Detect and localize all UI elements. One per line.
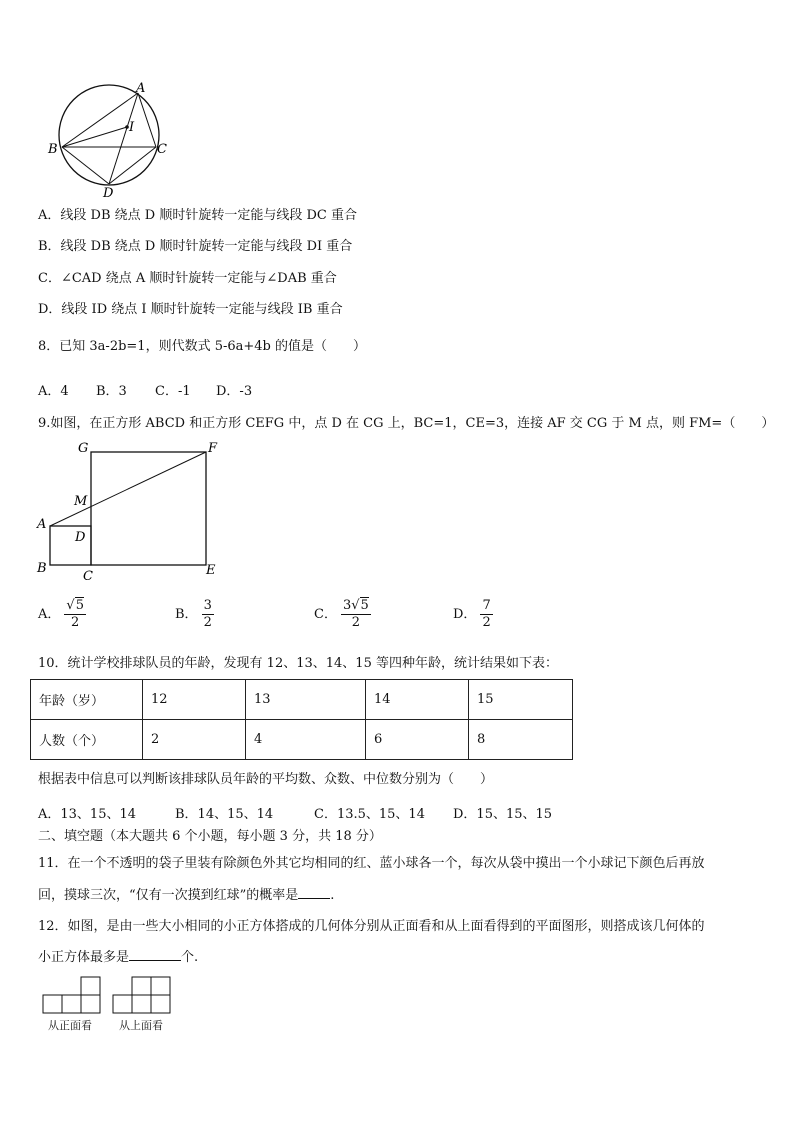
label-G: G xyxy=(78,441,89,456)
q10-option-b: B．14、15、14 xyxy=(175,807,274,822)
q10-question: 根据表中信息可以判断该排球队员年龄的平均数、众数、中位数分别为（ ） xyxy=(38,772,494,787)
table-cell: 年龄（岁） xyxy=(31,680,143,720)
q8-option-d: D．-3 xyxy=(216,384,253,399)
q9-stem: 9.如图，在正方形 ABCD 和正方形 CEFG 中，点 D 在 CG 上，BC=1，CE=3，连接 AF 交 CG 于 M 点，则 FM=（ ） xyxy=(38,416,775,431)
label-F: F xyxy=(208,441,218,456)
q12-line2: 小正方体最多是 个. xyxy=(38,950,199,965)
q11-line1: 11．在一个不透明的袋子里装有除颜色外其它均相同的红、蓝小球各一个，每次从袋中摸出一个小球记下颜色后再放 xyxy=(38,856,705,871)
q10-option-a: A．13、15、14 xyxy=(38,807,137,822)
table-row xyxy=(31,680,573,720)
front-view-caption: 从正面看 xyxy=(48,1019,92,1032)
label-B: B xyxy=(37,561,47,576)
label-A: A xyxy=(136,81,146,96)
table-row xyxy=(31,720,573,760)
q10-option-c: C．13.5、15、14 xyxy=(314,807,425,822)
label-E: E xyxy=(206,563,216,578)
q11-line2: 回，摸球三次，“仅有一次摸到红球”的概率是 . xyxy=(38,888,335,903)
squares-figure xyxy=(34,438,224,583)
table-cell: 12 xyxy=(143,680,246,720)
q8-option-c: C．-1 xyxy=(155,384,191,399)
label-B: B xyxy=(48,142,58,157)
table-cell: 人数（个） xyxy=(31,720,143,760)
q8-option-b: B．3 xyxy=(96,384,127,399)
table-cell: 15 xyxy=(469,680,573,720)
label-I: I xyxy=(129,120,135,135)
q7-option-a: A．线段 DB 绕点 D 顺时针旋转一定能与线段 DC 重合 xyxy=(38,208,357,223)
table-cell: 14 xyxy=(366,680,469,720)
answer-blank xyxy=(129,948,181,961)
table-cell: 6 xyxy=(366,720,469,760)
q9-option-a: A． $\frac{√5}{2}$ xyxy=(38,598,84,630)
label-C: C xyxy=(157,142,167,157)
q9-option-d: D． $\frac{7}{2}$ xyxy=(453,598,491,630)
q9-option-c: C． $\frac{3√5}{2}$ xyxy=(314,598,369,630)
q9-option-b: B． $\frac{3}{2}$ xyxy=(175,598,212,630)
q8-option-a: A．4 xyxy=(38,384,69,399)
table-cell: 13 xyxy=(246,680,366,720)
top-view-caption: 从上面看 xyxy=(119,1019,163,1032)
answer-blank xyxy=(298,886,330,899)
q10-stem: 10．统计学校排球队员的年龄，发现有 12、13、14、15 等四种年龄，统计结果如下表： xyxy=(38,656,558,671)
q7-option-d: D．线段 ID 绕点 I 顺时针旋转一定能与线段 IB 重合 xyxy=(38,302,343,317)
table-cell: 8 xyxy=(469,720,573,760)
table-cell: 4 xyxy=(246,720,366,760)
q10-option-d: D．15、15、15 xyxy=(453,807,553,822)
q12-line1: 12．如图，是由一些大小相同的小正方体搭成的几何体分别从正面看和从上面看得到的平面图形，则搭成该几何体的 xyxy=(38,919,705,934)
q8-stem: 8．已知 3a-2b=1，则代数式 5-6a+4b 的值是（ ） xyxy=(38,339,367,354)
table-cell: 2 xyxy=(143,720,246,760)
section-heading: 二、填空题（本大题共 6 个小题，每小题 3 分，共 18 分） xyxy=(38,829,382,844)
label-C: C xyxy=(83,569,93,583)
q7-option-c: C．∠CAD 绕点 A 顺时针旋转一定能与∠DAB 重合 xyxy=(38,271,337,286)
label-D: D xyxy=(75,530,86,545)
label-A: A xyxy=(37,517,47,532)
q7-option-b: B．线段 DB 绕点 D 顺时针旋转一定能与线段 DI 重合 xyxy=(38,239,353,254)
circle-figure xyxy=(45,80,180,200)
age-table xyxy=(30,679,573,760)
label-D: D xyxy=(103,186,114,200)
label-M: M xyxy=(74,494,88,509)
